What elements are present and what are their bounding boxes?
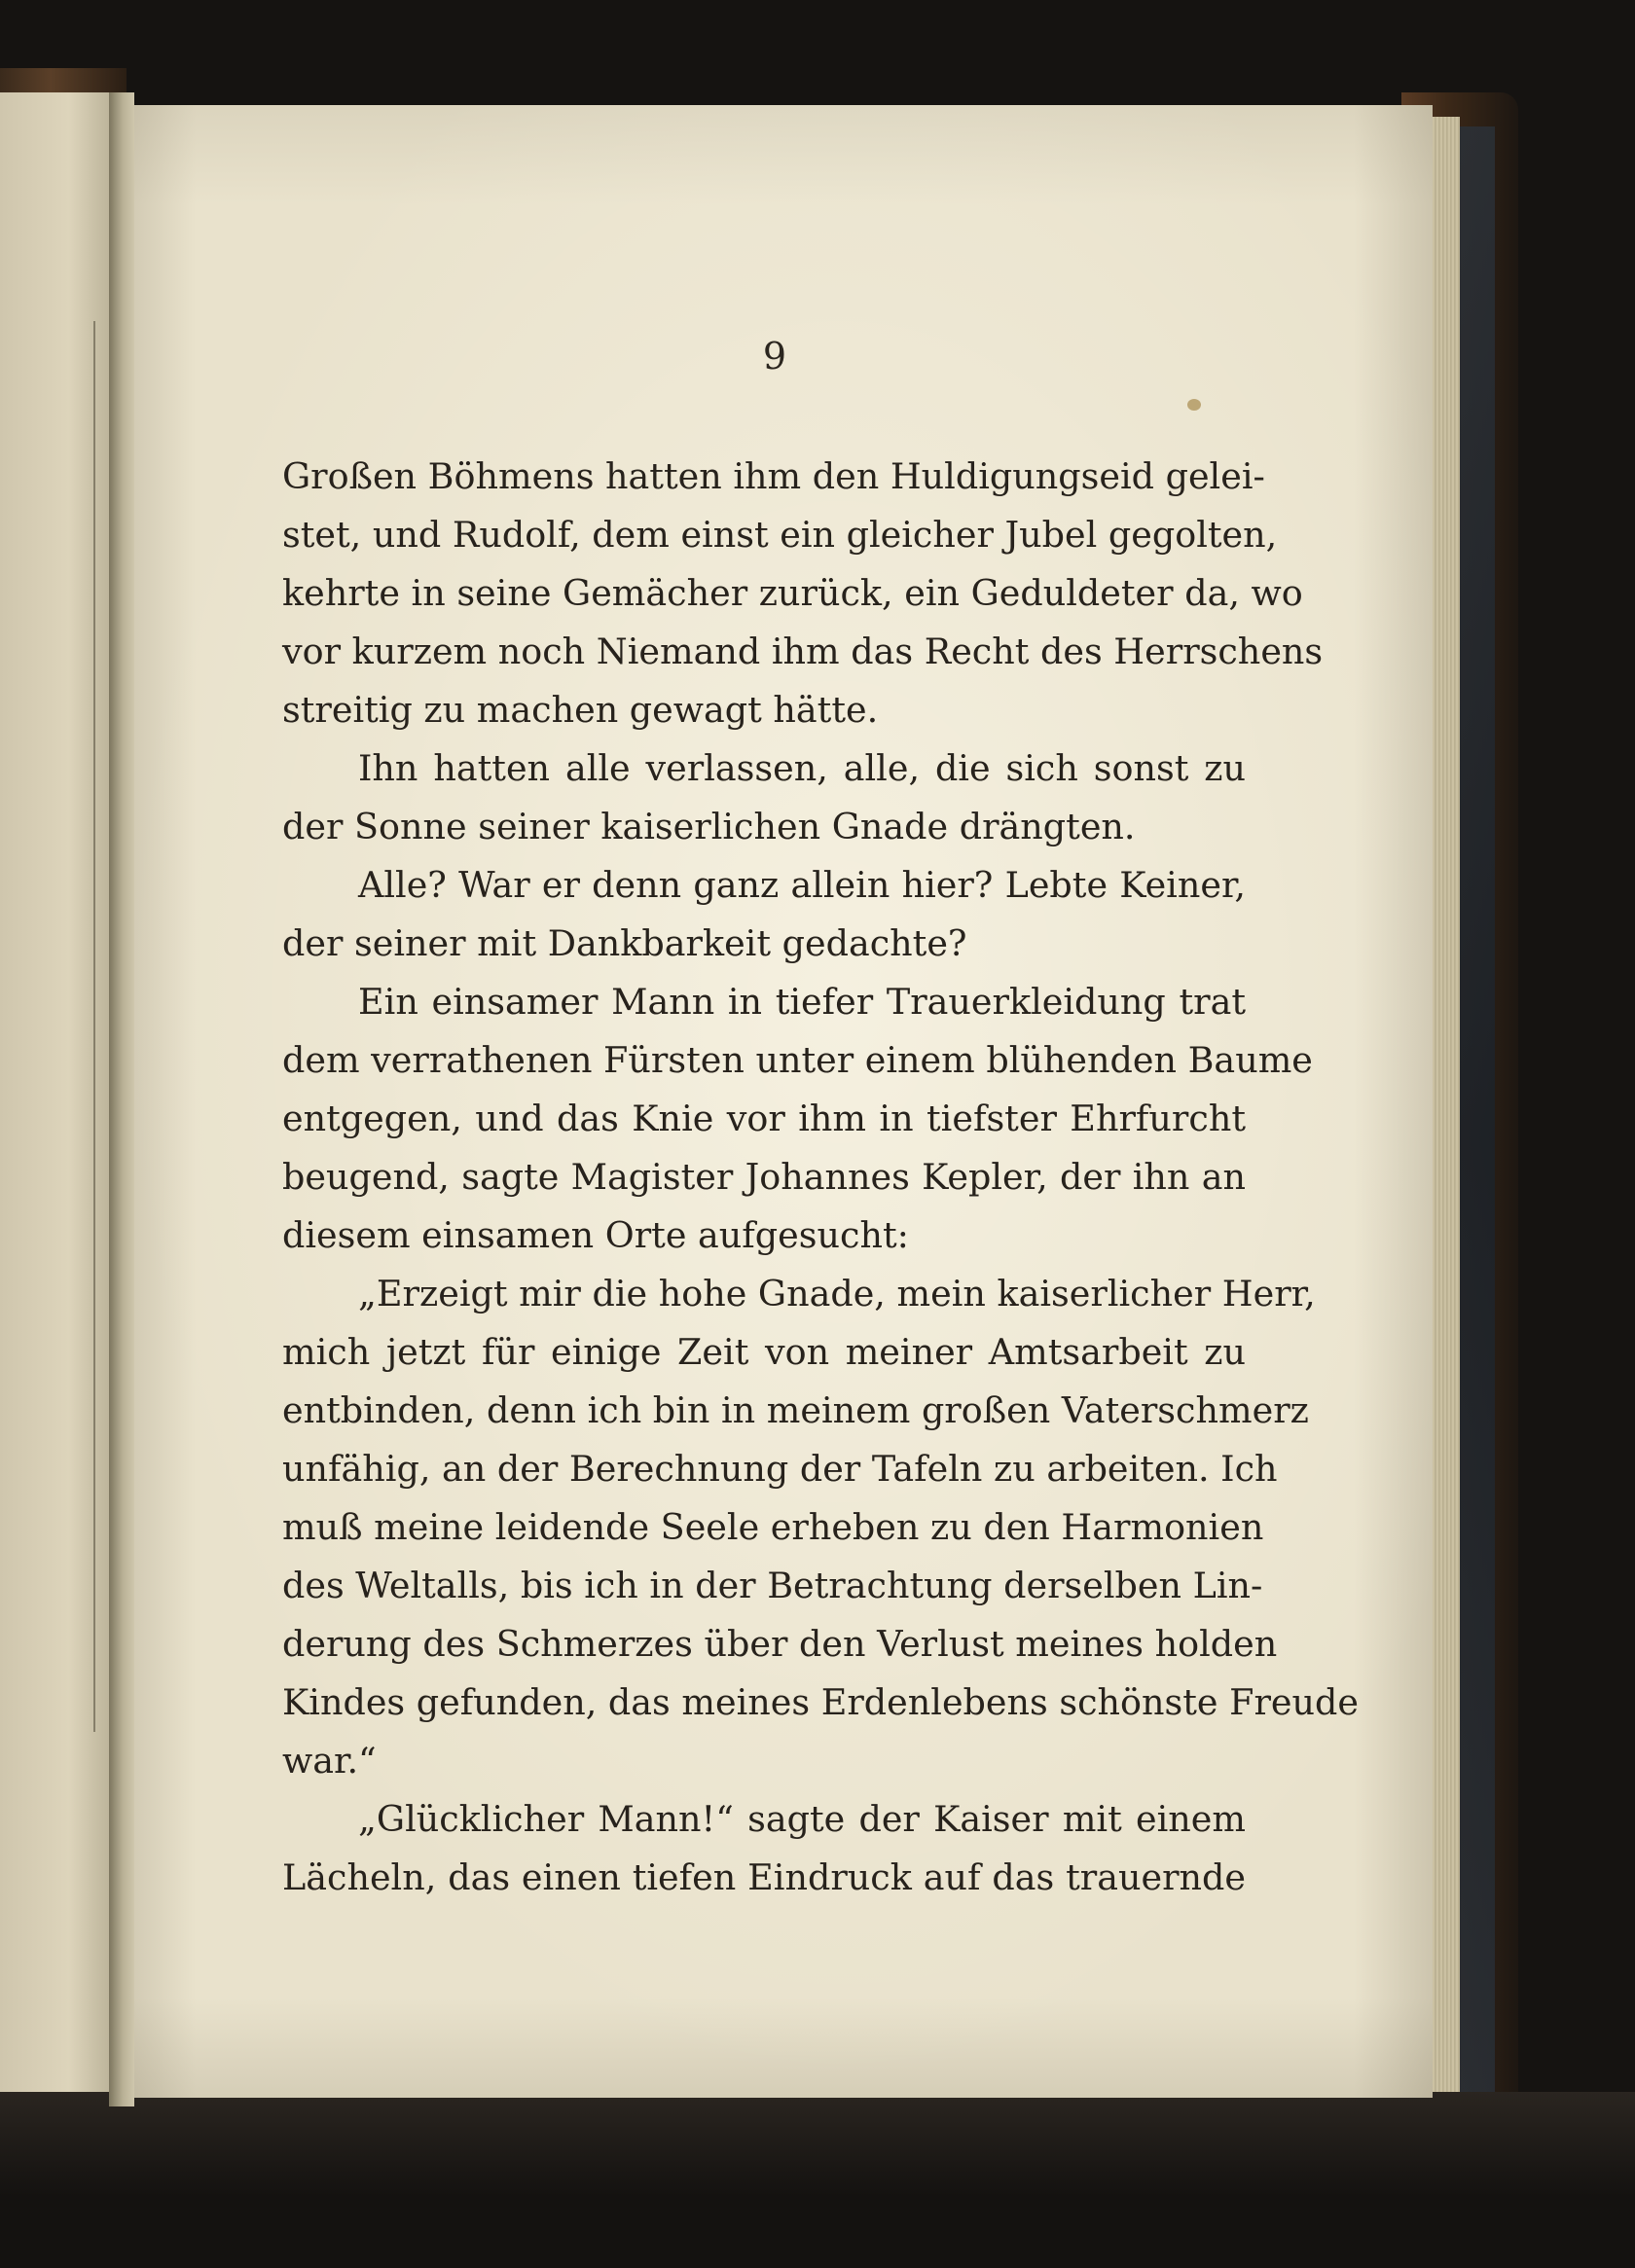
text-line: diesem einsamen Orte aufgesucht:: [282, 1214, 909, 1256]
text-line: Lächeln, das einen tiefen Eindruck auf das trauernde: [282, 1856, 1246, 1898]
text-line: des Weltalls, bis ich in der Betrachtung derselben Lin-: [282, 1565, 1263, 1606]
text-line: der Sonne seiner kaiserlichen Gnade drängten.: [282, 806, 1136, 847]
previous-page-rule: [93, 321, 95, 1732]
text-line: „Glücklicher Mann!“ sagte der Kaiser mit einem: [358, 1798, 1246, 1840]
cover-spine-strip: [1460, 126, 1495, 2150]
text-line: Ihn hatten alle verlassen, alle, die sich sonst zu: [358, 747, 1246, 789]
text-line: muß meine leidende Seele erheben zu den Harmonien: [282, 1506, 1264, 1548]
page-number: 9: [762, 335, 787, 378]
text-line: Großen Böhmens hatten ihm den Huldigungseid gelei-: [282, 455, 1265, 497]
text-line: der seiner mit Dankbarkeit gedachte?: [282, 922, 967, 964]
text-line: unfähig, an der Berechnung der Tafeln zu arbeiten. Ich: [282, 1448, 1278, 1490]
book-gutter: [109, 92, 134, 2106]
text-line: stet, und Rudolf, dem einst ein gleicher Jubel gegolten,: [282, 514, 1278, 556]
previous-page-edge: [0, 92, 116, 2106]
text-line: dem verrathenen Fürsten unter einem blühenden Baume: [282, 1039, 1313, 1081]
text-line: beugend, sagte Magister Johannes Kepler, der ihn an: [282, 1156, 1246, 1198]
text-line: derung des Schmerzes über den Verlust meines holden: [282, 1623, 1278, 1665]
text-line: entbinden, denn ich bin in meinem großen Vaterschmerz: [282, 1389, 1309, 1431]
paper-stain: [1187, 399, 1201, 411]
text-line: „Erzeigt mir die hohe Gnade, mein kaiserlicher Herr,: [358, 1273, 1316, 1314]
background-shadow: [0, 2092, 1635, 2268]
text-line: vor kurzem noch Niemand ihm das Recht des Herrschens: [282, 630, 1324, 672]
page-text: [282, 448, 1359, 1907]
page-edges: [1429, 117, 1460, 2170]
text-line: Ein einsamer Mann in tiefer Trauerkleidung trat: [358, 981, 1246, 1023]
text-line: war.“: [282, 1740, 377, 1782]
text-line: Alle? War er denn ganz allein hier? Lebte Keiner,: [358, 864, 1246, 906]
text-line: entgegen, und das Knie vor ihm in tiefster Ehrfurcht: [282, 1098, 1246, 1139]
text-line: streitig zu machen gewagt hätte.: [282, 689, 879, 731]
text-line: mich jetzt für einige Zeit von meiner Amtsarbeit zu: [282, 1331, 1246, 1373]
text-line: Kindes gefunden, das meines Erdenlebens schönste Freude: [282, 1681, 1359, 1723]
text-line: kehrte in seine Gemächer zurück, ein Geduldeter da, wo: [282, 572, 1303, 614]
book-page: [117, 105, 1433, 2098]
